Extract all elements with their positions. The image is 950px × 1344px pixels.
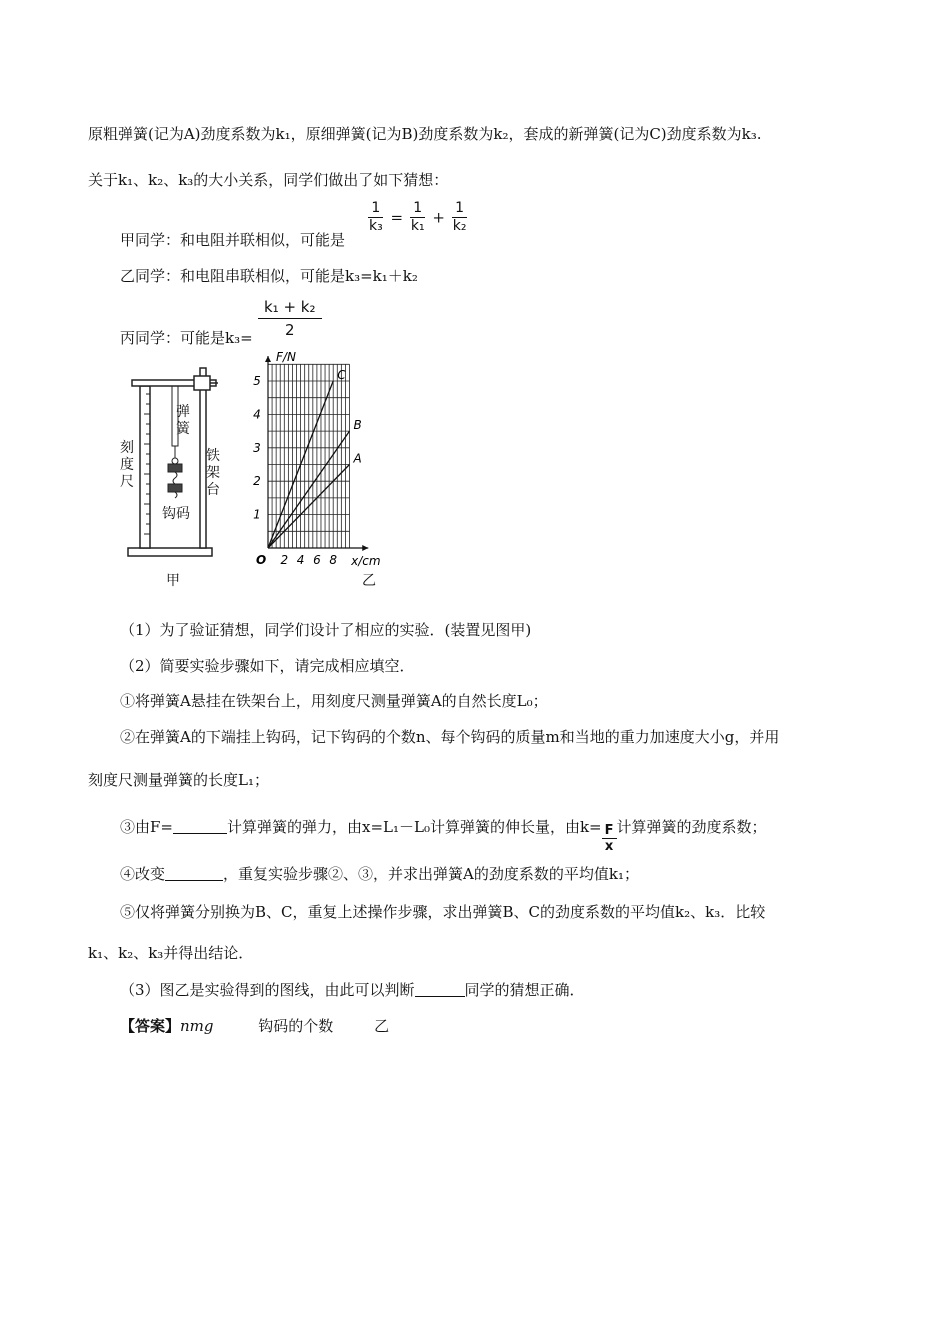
guess-bing: 丙同学：可能是k₃=	[120, 329, 253, 347]
step-s2-a: ②在弹簧A的下端挂上钩码，记下钩码的个数n、每个钩码的质量m和当地的重力加速度大小g，并用	[120, 728, 780, 746]
y-tick-label: 5	[253, 374, 261, 388]
blank-student[interactable]	[415, 981, 465, 997]
answer-1: nmg	[180, 1017, 214, 1035]
step-s3: ③由F= 计算弹簧的弹力，由x=L₁－L₀计算弹簧的伸长量，由k= $\frac{F}{x}$ 计算弹簧的劲度系数；	[120, 818, 767, 854]
intro-line-1: 原粗弹簧(记为A)劲度系数为k₁，原细弹簧(记为B)劲度系数为k₂，套成的新弹簧(记为C)劲度系数为k₃.	[88, 125, 762, 143]
origin-label: O	[256, 553, 267, 567]
label-weights: 钩码	[162, 506, 190, 522]
formula-parallel: $\frac{1}{\text{k₃}}$ = $\frac{1}{\text{k₁}}$ + $\frac{1}{\text{k₂}}$	[369, 200, 467, 234]
x-axis-label: x/cm	[351, 554, 381, 568]
y-tick-label: 2	[253, 474, 261, 489]
guess-jia: 甲同学：和电阻并联相似，可能是	[120, 231, 346, 249]
stand-base	[128, 548, 212, 556]
x-tick-label: 2	[280, 553, 289, 567]
answer-label: 【答案】	[120, 1017, 181, 1035]
answer-row	[120, 1016, 389, 1036]
step-s2-b: 刻度尺测量弹簧的长度L₁；	[88, 771, 269, 789]
x-tick-label: 8	[329, 553, 338, 567]
stand-clamp	[194, 376, 210, 390]
formula-bing: $\frac{\text{k₁ + k₂}}{2}$	[258, 296, 322, 341]
x-axis-arrow	[362, 545, 368, 551]
blank-force[interactable]	[173, 818, 227, 834]
blank-change[interactable]	[165, 865, 223, 881]
series-label-B: B	[353, 418, 362, 433]
y-tick-label: 1	[253, 507, 261, 522]
x-tick-label: 6	[313, 553, 321, 567]
y-tick-label: 3	[253, 440, 261, 455]
label-spring: 弹簧	[176, 404, 190, 437]
caption-yi: 乙	[362, 573, 376, 589]
answer-2: 钩码的个数	[258, 1017, 334, 1035]
x-tick-label: 4	[296, 553, 305, 567]
label-stand: 铁架台	[206, 448, 220, 498]
step-p3: （3）图乙是实验得到的图线，由此可以判断 同学的猜想正确．	[120, 981, 585, 999]
step-s1: ①将弹簧A悬挂在铁架台上，用刻度尺测量弹簧A的自然长度L₀；	[120, 692, 548, 710]
series-label-C: C	[337, 368, 346, 382]
intro-line-2: 关于k₁、k₂、k₃的大小关系，同学们做出了如下猜想：	[88, 171, 449, 189]
y-axis-arrow	[265, 356, 271, 362]
y-tick-label: 4	[253, 407, 261, 422]
y-axis-label: F/N	[276, 352, 296, 364]
step-s5-b: k₁、k₂、k₃并得出结论．	[88, 944, 254, 962]
caption-jia: 甲	[166, 573, 180, 589]
series-label-A: A	[353, 451, 362, 466]
hook-weights	[168, 464, 182, 498]
step-s4: ④改变 ，重复实验步骤②、③，并求出弹簧A的劲度系数的平均值k₁；	[120, 865, 639, 883]
answer-3: 乙	[374, 1017, 390, 1035]
step-p1: （1）为了验证猜想，同学们设计了相应的实验．(装置见图甲)	[120, 621, 532, 639]
force-extension-chart	[250, 352, 480, 592]
step-p2: （2）简要实验步骤如下，请完成相应填空．	[120, 657, 415, 675]
step-s5-a: ⑤仅将弹簧分别换为B、C，重复上述操作步骤，求出弹簧B、C的劲度系数的平均值k₂、k₃．比较	[120, 903, 766, 921]
label-ruler: 刻度尺	[120, 440, 134, 490]
guess-yi: 乙同学：和电阻串联相似，可能是k₃=k₁＋k₂	[120, 267, 418, 285]
